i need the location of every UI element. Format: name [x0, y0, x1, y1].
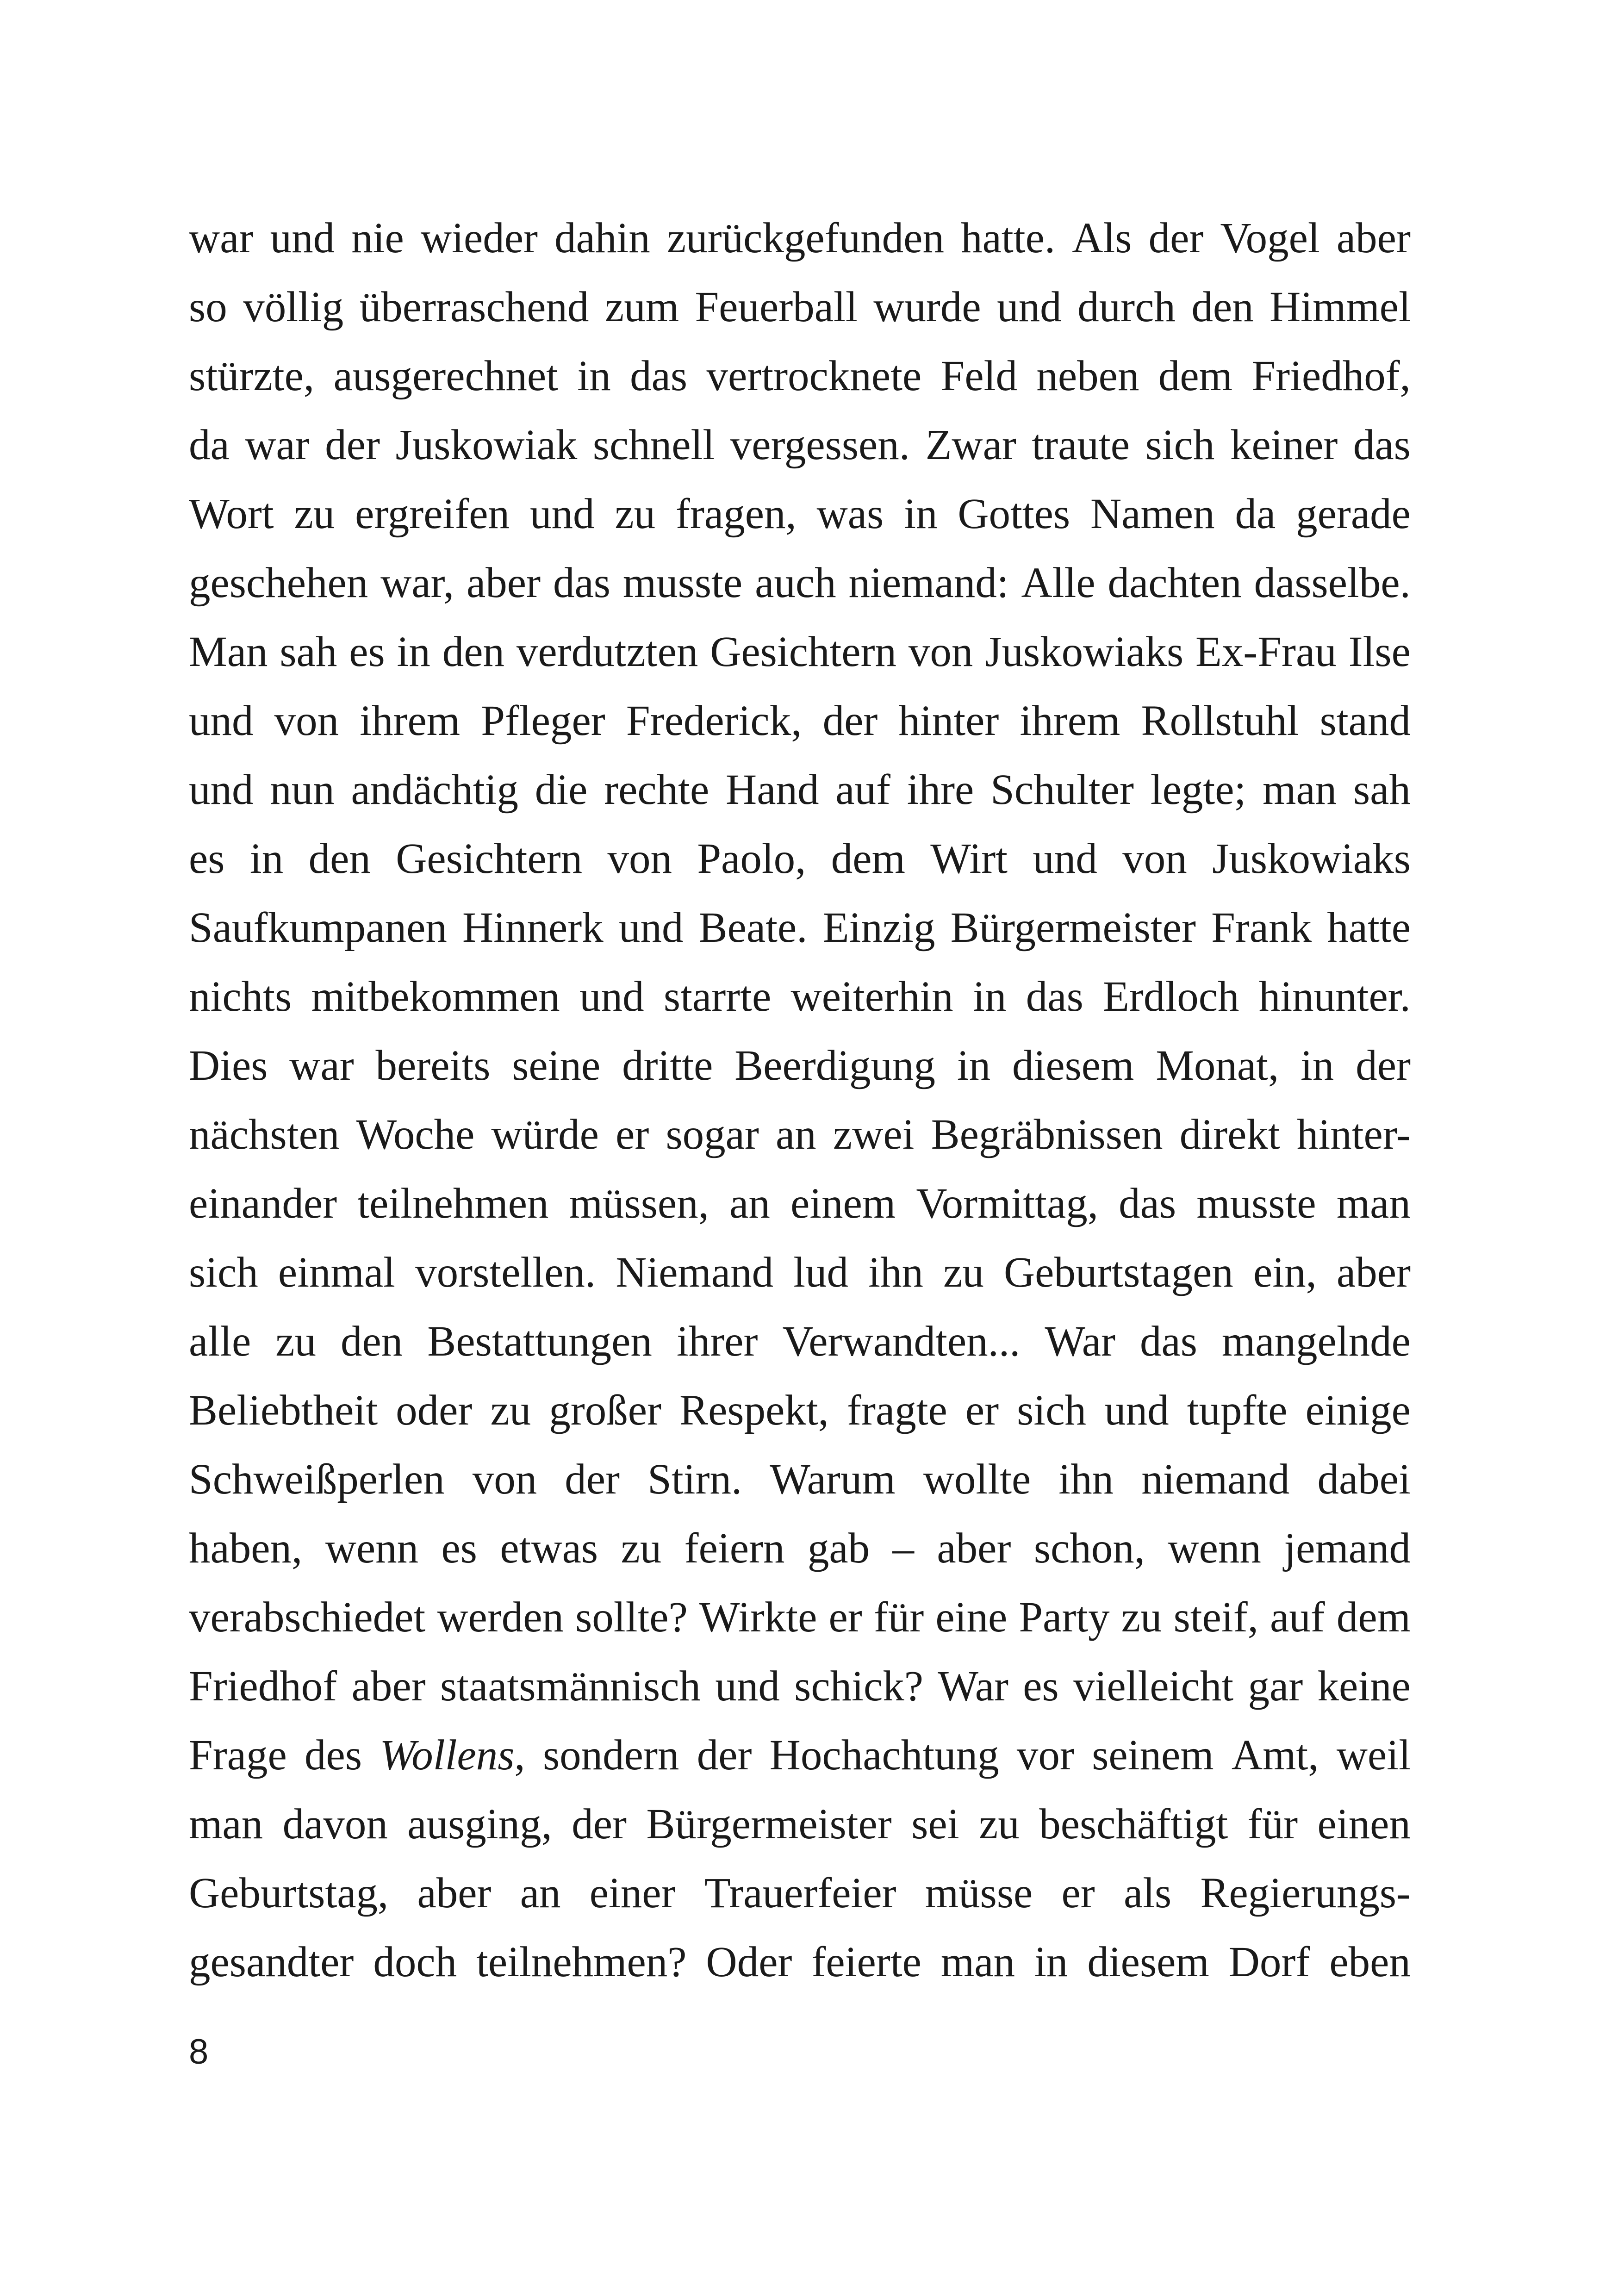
text-line: haben, wenn es etwas zu feiern gab – aber schon, wenn jemand [189, 1524, 1411, 1572]
text-line: Saufkumpanen Hinnerk und Beate. Einzig Bürgermeister Frank hatte [189, 904, 1411, 952]
page-number: 8 [189, 2032, 209, 2072]
text-line: gesandter doch teilnehmen? Oder feierte man in diesem Dorf eben [189, 1938, 1411, 1986]
text-line: da war der Juskowiak schnell vergessen. Zwar traute sich keiner das [189, 421, 1411, 469]
text-line: sich einmal vorstellen. Niemand lud ihn zu Geburtstagen ein, aber [189, 1249, 1411, 1296]
text-line: Frage des Wollens, sondern der Hochachtung vor seinem Amt, weil [189, 1731, 1411, 1779]
text-line: es in den Gesichtern von Paolo, dem Wirt und von Juskowiaks [189, 835, 1411, 883]
text-line: Wort zu ergreifen und zu fragen, was in Gottes Namen da gerade [189, 490, 1411, 538]
text-line: nichts mitbekommen und starrte weiterhin in das Erdloch hinunter. [189, 973, 1411, 1020]
text-line: Dies war bereits seine dritte Beerdigung in diesem Monat, in der [189, 1042, 1411, 1089]
text-line: Beliebtheit oder zu großer Respekt, fragte er sich und tupfte einige [189, 1387, 1411, 1434]
body-text [189, 204, 1411, 1997]
text-line: so völlig überraschend zum Feuerball wurde und durch den Himmel [189, 283, 1411, 331]
text-line: man davon ausging, der Bürgermeister sei zu beschäftigt für einen [189, 1800, 1411, 1848]
text-line: verabschiedet werden sollte? Wirkte er für eine Party zu steif, auf dem [189, 1593, 1411, 1641]
text-line: Man sah es in den verdutzten Gesichtern von Juskowiaks Ex-Frau Ilse [189, 628, 1411, 676]
text-line: und von ihrem Pfleger Frederick, der hinter ihrem Rollstuhl stand [189, 697, 1411, 745]
text-line: Geburtstag, aber an einer Trauerfeier müsse er als Regierungs- [189, 1869, 1411, 1917]
text-line: alle zu den Bestattungen ihrer Verwandten... War das mangelnde [189, 1318, 1411, 1365]
text-line: nächsten Woche würde er sogar an zwei Begräbnissen direkt hinter- [189, 1111, 1411, 1158]
text-line: Schweißperlen von der Stirn. Warum wollte ihn niemand dabei [189, 1456, 1411, 1503]
text-line: Friedhof aber staatsmännisch und schick? War es vielleicht gar keine [189, 1662, 1411, 1710]
text-line: geschehen war, aber das musste auch niemand: Alle dachten dasselbe. [189, 559, 1411, 607]
text-line: und nun andächtig die rechte Hand auf ihre Schulter legte; man sah [189, 766, 1411, 814]
text-line: war und nie wieder dahin zurückgefunden hatte. Als der Vogel aber [189, 214, 1411, 262]
text-line: stürzte, ausgerechnet in das vertrocknete Feld neben dem Friedhof, [189, 352, 1411, 400]
text-line: einander teilnehmen müssen, an einem Vormittag, das musste man [189, 1180, 1411, 1227]
